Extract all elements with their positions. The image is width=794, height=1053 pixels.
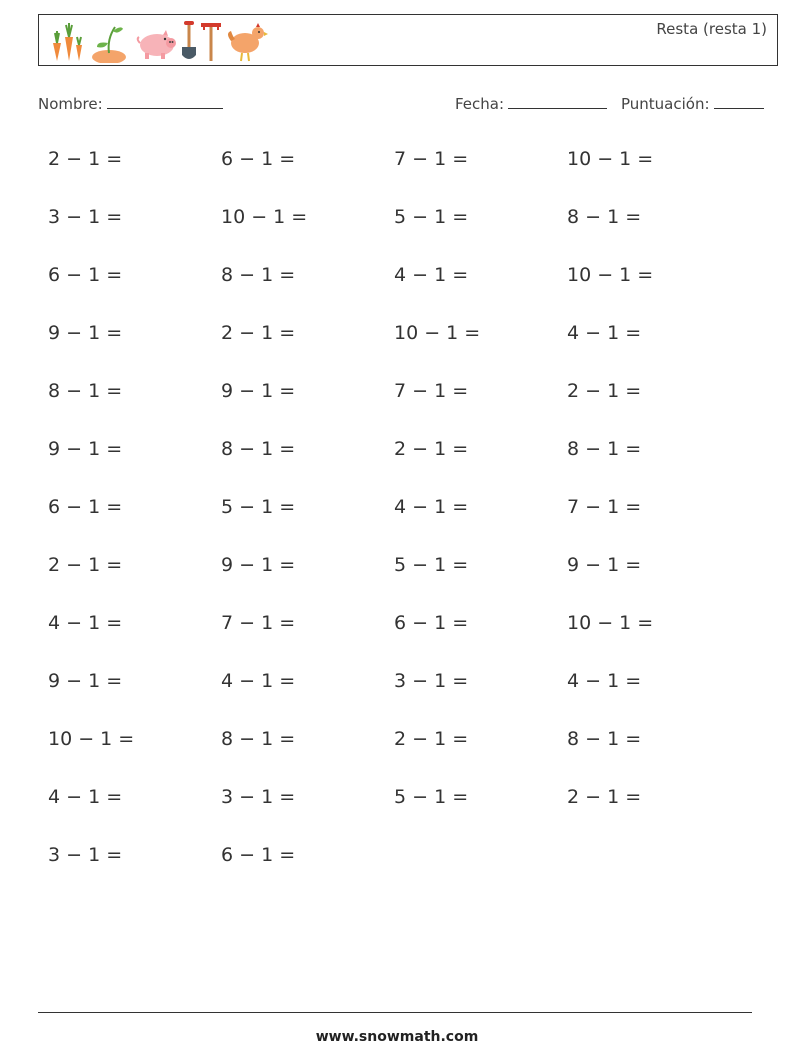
problem-item: 5 − 1 = <box>394 206 469 228</box>
problem-item: 2 − 1 = <box>48 554 123 576</box>
pig-icon <box>135 19 179 63</box>
problem-item: 7 − 1 = <box>394 148 469 170</box>
name-field <box>38 94 223 113</box>
problem-item: 6 − 1 = <box>48 264 123 286</box>
problem-item: 2 − 1 = <box>567 786 642 808</box>
problem-item: 8 − 1 = <box>221 438 296 460</box>
header-icons <box>43 19 273 63</box>
problem-item: 5 − 1 = <box>221 496 296 518</box>
problem-item: 8 − 1 = <box>567 728 642 750</box>
problem-item: 9 − 1 = <box>48 322 123 344</box>
problem-item: 4 − 1 = <box>394 264 469 286</box>
problem-item: 8 − 1 = <box>221 264 296 286</box>
problem-item: 2 − 1 = <box>221 322 296 344</box>
problem-item: 10 − 1 = <box>48 728 135 750</box>
problem-item: 6 − 1 = <box>221 148 296 170</box>
problem-item: 5 − 1 = <box>394 554 469 576</box>
problem-item: 9 − 1 = <box>567 554 642 576</box>
shovel-icon <box>179 19 199 63</box>
problem-item: 6 − 1 = <box>48 496 123 518</box>
footer-url: www.snowmath.com <box>315 1029 479 1045</box>
problem-item: 9 − 1 = <box>48 670 123 692</box>
problem-item: 3 − 1 = <box>221 786 296 808</box>
date-field <box>455 94 607 113</box>
date-blank[interactable] <box>508 94 607 109</box>
problem-item: 7 − 1 = <box>221 612 296 634</box>
problem-item: 10 − 1 = <box>394 322 481 344</box>
sprout-icon <box>89 19 129 63</box>
date-label: Fecha: <box>455 95 505 113</box>
problem-item: 2 − 1 = <box>567 380 642 402</box>
problem-item: 4 − 1 = <box>567 322 642 344</box>
problem-item: 10 − 1 = <box>567 612 654 634</box>
problem-item: 8 − 1 = <box>567 206 642 228</box>
problem-item: 6 − 1 = <box>394 612 469 634</box>
problem-item: 5 − 1 = <box>394 786 469 808</box>
problem-item: 2 − 1 = <box>394 728 469 750</box>
problem-item: 8 − 1 = <box>221 728 296 750</box>
problem-item: 4 − 1 = <box>567 670 642 692</box>
name-label: Nombre: <box>38 95 103 113</box>
problem-item: 9 − 1 = <box>221 554 296 576</box>
score-field <box>621 94 764 113</box>
problem-item: 3 − 1 = <box>394 670 469 692</box>
name-blank[interactable] <box>107 94 223 109</box>
worksheet-title: Resta (resta 1) <box>656 20 767 38</box>
hen-icon <box>225 19 269 63</box>
problem-item: 3 − 1 = <box>48 844 123 866</box>
problem-item: 4 − 1 = <box>48 612 123 634</box>
problem-item: 9 − 1 = <box>221 380 296 402</box>
score-label: Puntuación: <box>621 95 710 113</box>
score-blank[interactable] <box>714 94 764 109</box>
rake-icon <box>199 19 223 63</box>
problem-item: 4 − 1 = <box>221 670 296 692</box>
problem-item: 7 − 1 = <box>394 380 469 402</box>
problem-item: 3 − 1 = <box>48 206 123 228</box>
carrots-icon <box>45 19 85 63</box>
problem-item: 6 − 1 = <box>221 844 296 866</box>
header-box <box>38 14 778 66</box>
problem-item: 2 − 1 = <box>394 438 469 460</box>
footer-divider <box>38 1012 752 1013</box>
problem-item: 4 − 1 = <box>394 496 469 518</box>
problem-item: 4 − 1 = <box>48 786 123 808</box>
problem-item: 10 − 1 = <box>567 264 654 286</box>
problem-item: 10 − 1 = <box>221 206 308 228</box>
problem-item: 9 − 1 = <box>48 438 123 460</box>
problem-item: 8 − 1 = <box>567 438 642 460</box>
problem-item: 7 − 1 = <box>567 496 642 518</box>
problem-item: 2 − 1 = <box>48 148 123 170</box>
problem-item: 8 − 1 = <box>48 380 123 402</box>
problem-item: 10 − 1 = <box>567 148 654 170</box>
